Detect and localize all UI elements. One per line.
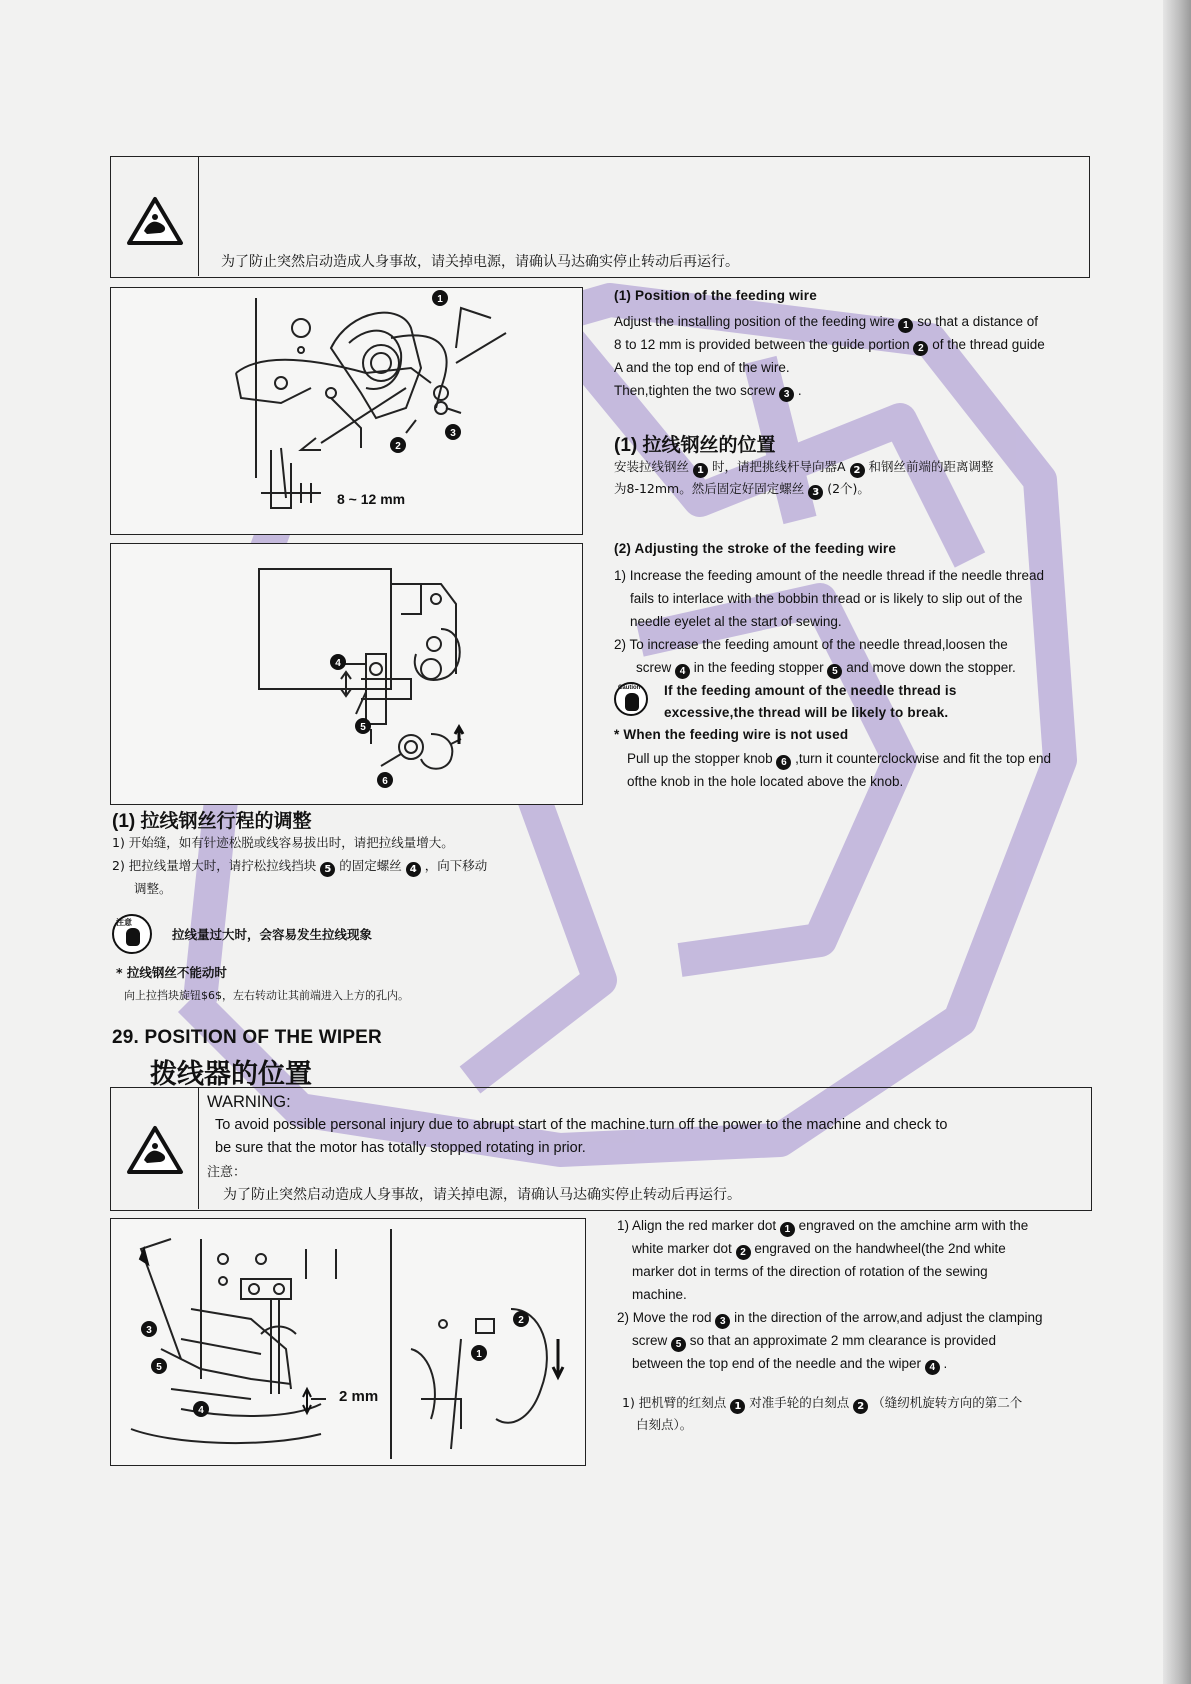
caution-line2: excessive,the thread will be likely to break. bbox=[664, 705, 949, 720]
feeding-stroke-drawing bbox=[111, 544, 581, 802]
marker-1: 1 bbox=[898, 318, 913, 333]
marker-3: 3 bbox=[779, 387, 794, 402]
wiper-drawing bbox=[111, 1219, 584, 1464]
svg-text:5: 5 bbox=[360, 722, 366, 733]
feeding-position-cn-line2: 为8-12mm。然后固定好固定螺丝 3 (2个)。 bbox=[614, 481, 870, 498]
feeding-position-line2: 8 to 12 mm is provided between the guide portion 2 of the thread guide bbox=[614, 337, 1045, 354]
wiper-step1-f: machine. bbox=[632, 1287, 687, 1302]
feeding-position-line3: A and the top end of the wire. bbox=[614, 360, 790, 375]
hand-warning-icon-2 bbox=[125, 1124, 185, 1176]
feeding-stroke-title: (2) Adjusting the stroke of the feeding wire bbox=[614, 541, 897, 556]
stroke-cn-caution: 拉线量过大时，会容易发生拉线现象 bbox=[172, 927, 373, 942]
stroke-item1-c: needle eyelet al the start of sewing. bbox=[630, 614, 842, 629]
caution-line1: If the feeding amount of the needle thread is bbox=[664, 683, 957, 698]
stroke-cn-item2-d: 调整。 bbox=[134, 881, 172, 896]
dim-label-2mm: 2 mm bbox=[339, 1388, 379, 1405]
warning-cn-text: 为了防止突然启动造成人身事故，请关掉电源，请确认马达确实停止转动后再运行。 bbox=[223, 1187, 741, 1203]
warning-cn-label: 注意： bbox=[207, 1165, 247, 1180]
feeding-wire-position-title: (1) Position of the feeding wire bbox=[614, 288, 817, 303]
svg-text:4: 4 bbox=[198, 1405, 204, 1416]
caution-cn-icon: 注意 bbox=[112, 914, 152, 954]
section-29-title: 29. POSITION OF THE WIPER bbox=[112, 1027, 382, 1048]
warning-label: WARNING: bbox=[207, 1093, 291, 1111]
wiper-step1-a: 1) Align the red marker dot 1 engraved on the amchine arm with the bbox=[617, 1218, 1029, 1235]
stroke-cn-item2: 2) 把拉线量增大时，请拧松拉线挡块 5 的固定螺丝 4 ，向下移动 bbox=[112, 858, 488, 875]
wiper-cn-line1: 1) 把机臂的红刻点 1 对准手轮的白刻点 2 （缝纫机旋转方向的第二个 bbox=[622, 1395, 1023, 1412]
feeding-wire-position-cn-title: (1) 拉线钢丝的位置 bbox=[614, 435, 776, 456]
stroke-item1-b: fails to interlace with the bobbin thread or is likely to slip out of the bbox=[630, 591, 1023, 606]
note-line-a: Pull up the stopper knob 6 ,turn it counterclockwise and fit the top end bbox=[627, 751, 1052, 768]
stroke-cn-note-title: * 拉线钢丝不能动时 bbox=[116, 965, 227, 980]
warning-line1: To avoid possible personal injury due to abrupt start of the machine.turn off the power to the machine and check to bbox=[215, 1117, 948, 1133]
svg-text:1: 1 bbox=[437, 294, 443, 305]
section-29-cn-title: 拨线器的位置 bbox=[150, 1059, 312, 1089]
svg-text:6: 6 bbox=[382, 776, 388, 787]
feeding-wire-markers bbox=[390, 290, 461, 453]
stroke-item2-b: screw 4 in the feeding stopper 5 and move down the stopper. bbox=[636, 660, 1016, 677]
svg-text:4: 4 bbox=[335, 658, 341, 669]
figure-feeding-wire-position bbox=[110, 287, 583, 535]
figure-feeding-stroke bbox=[110, 543, 583, 805]
feeding-position-cn-line1: 安装拉线钢丝 1 时，请把挑线杆导向器A 2 和钢丝前端的距离调整 bbox=[614, 459, 994, 476]
wiper-step2-a: 2) Move the rod 3 in the direction of the arrow,and adjust the clamping bbox=[617, 1310, 1043, 1327]
warning-box-2 bbox=[110, 1087, 1092, 1211]
top-warning-cn-text: 为了防止突然启动造成人身事故，请关掉电源，请确认马达确实停止转动后再运行。 bbox=[221, 254, 739, 270]
stroke-cn-title: (1) 拉线钢丝行程的调整 bbox=[112, 811, 312, 832]
svg-text:2: 2 bbox=[395, 441, 401, 452]
warning-icon-cell bbox=[111, 157, 199, 276]
caution-hand-icon: Caution bbox=[614, 682, 648, 716]
feeding-position-line4: Then,tighten the two screw 3 . bbox=[614, 383, 802, 400]
svg-text:3: 3 bbox=[146, 1325, 152, 1336]
marker-2: 2 bbox=[913, 341, 928, 356]
stroke-markers bbox=[330, 654, 393, 788]
svg-text:5: 5 bbox=[156, 1362, 162, 1373]
feeding-position-line1: Adjust the installing position of the feeding wire 1 so that a distance of bbox=[614, 314, 1039, 331]
figure-wiper-position bbox=[110, 1218, 586, 1466]
stroke-item1-a: 1) Increase the feeding amount of the needle thread if the needle thread bbox=[614, 568, 1045, 583]
stroke-cn-note: 向上拉挡块旋钮$6$，左右转动让其前端进入上方的孔内。 bbox=[124, 989, 409, 1002]
svg-text:2: 2 bbox=[518, 1315, 524, 1326]
wiper-step2-c: screw 5 so that an approximate 2 mm clearance is provided bbox=[632, 1333, 996, 1350]
wiper-cn-line2: 白刻点）。 bbox=[636, 1417, 693, 1432]
stroke-cn-item1: 1) 开始缝，如有针迹松脱或线容易拔出时，请把拉线量增大。 bbox=[112, 835, 454, 850]
wiper-step2-e: between the top end of the needle and the wiper 4 . bbox=[632, 1356, 948, 1373]
warning-icon-cell-2 bbox=[111, 1088, 199, 1209]
wiper-markers bbox=[141, 1311, 529, 1417]
warning-line2: be sure that the motor has totally stopped rotating in prior. bbox=[215, 1140, 586, 1156]
wiper-step1-c: white marker dot 2 engraved on the handwheel(the 2nd white bbox=[632, 1241, 1006, 1258]
stroke-item2-a: 2) To increase the feeding amount of the needle thread,loosen the bbox=[614, 637, 1008, 652]
svg-text:3: 3 bbox=[450, 428, 456, 439]
note-line-c: ofthe knob in the hole located above the knob. bbox=[627, 774, 904, 789]
dim-label-8-12mm: 8 ~ 12 mm bbox=[337, 491, 406, 507]
svg-text:1: 1 bbox=[476, 1349, 482, 1360]
top-warning-box bbox=[110, 156, 1090, 278]
clearance-dim-arrows bbox=[303, 1389, 311, 1413]
page-edge-shadow bbox=[1163, 0, 1191, 1684]
wiper-step1-e: marker dot in terms of the direction of rotation of the sewing bbox=[632, 1264, 988, 1279]
hand-warning-icon bbox=[125, 195, 185, 247]
note-title: * When the feeding wire is not used bbox=[614, 727, 849, 742]
